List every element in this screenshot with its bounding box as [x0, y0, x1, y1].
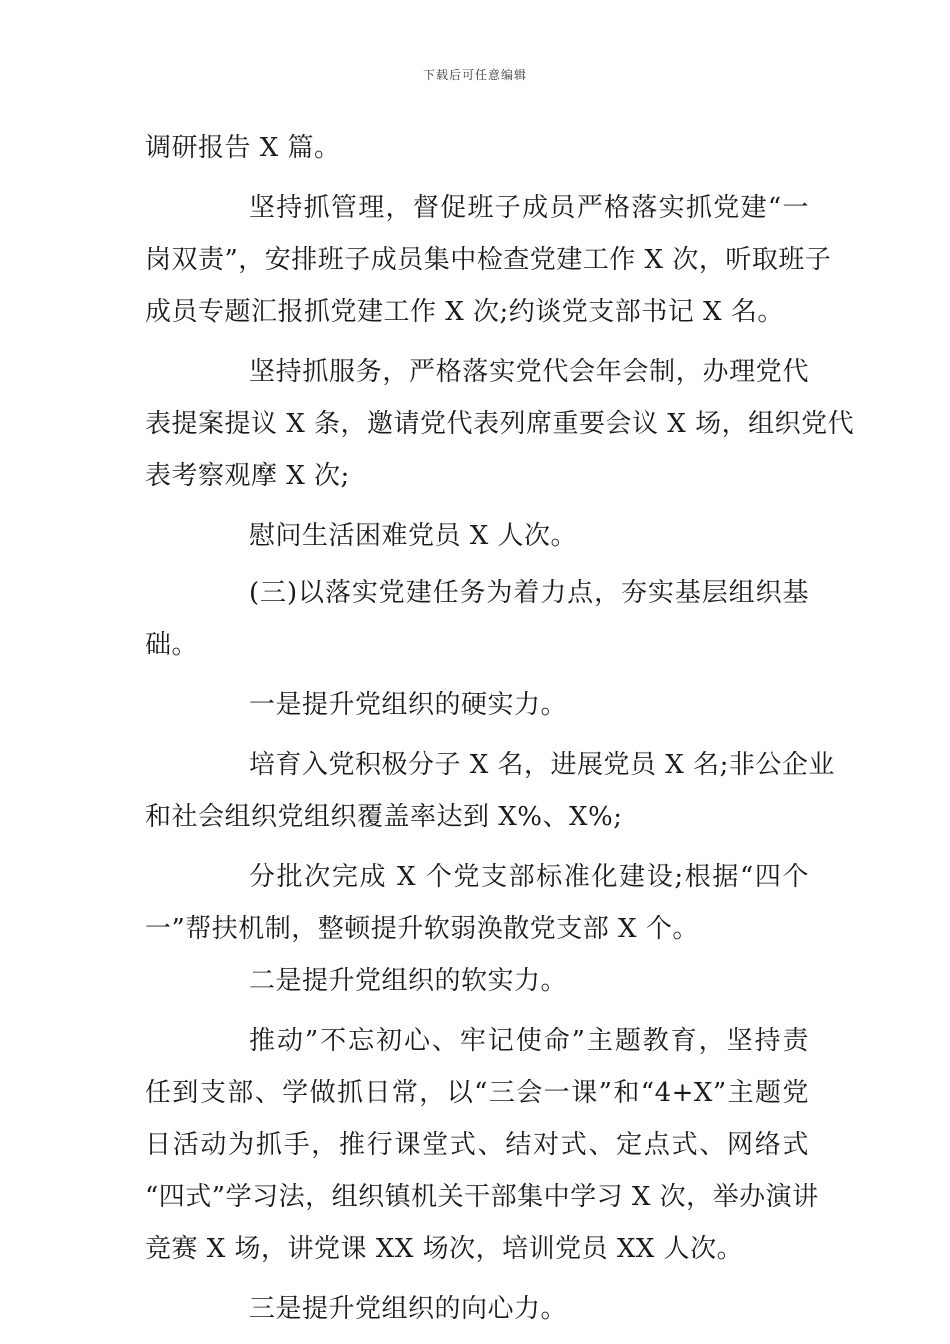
subsection-heading: 一是提升党组织的硬实力。 [249, 690, 568, 720]
paragraph-first-line: 慰问生活困难党员 X 人次。 [249, 521, 578, 551]
text-line: 和社会组织党组织覆盖率达到 X%、X%; [145, 802, 623, 832]
subsection-heading: 三是提升党组织的向心力。 [249, 1294, 568, 1324]
document-body [145, 122, 855, 1335]
text-line: 础。 [145, 630, 199, 660]
text-line: 表提案提议 X 条，邀请党代表列席重要会议 X 场，组织党代 [145, 409, 855, 439]
section-heading: (三)以落实党建任务为着力点，夯实基层组织基 [249, 578, 809, 608]
paragraph-first-line: 推动”不忘初心、牢记使命”主题教育，坚持责 [249, 1026, 809, 1056]
text-line: 调研报告 X 篇。 [145, 133, 341, 163]
text-line: 任到支部、学做抓日常，以“三会一课”和“4+X”主题党 [145, 1078, 809, 1108]
paragraph-first-line: 培育入党积极分子 X 名，进展党员 X 名;非公企业 [249, 750, 835, 780]
paragraph-first-line: 分批次完成 X 个党支部标准化建设;根据“四个 [249, 862, 809, 892]
subsection-heading: 二是提升党组织的软实力。 [249, 966, 568, 996]
text-line: “四式”学习法，组织镇机关干部集中学习 X 次，举办演讲 [145, 1182, 819, 1212]
paragraph-first-line: 坚持抓管理，督促班子成员严格落实抓党建“一 [249, 193, 809, 223]
paragraph-first-line: 坚持抓服务，严格落实党代会年会制，办理党代 [249, 357, 809, 387]
text-line: 竞赛 X 场，讲党课 XX 场次，培训党员 XX 人次。 [145, 1234, 744, 1264]
page-header: 下载后可任意编辑 [422, 68, 527, 82]
text-line: 日活动为抓手，推行课堂式、结对式、定点式、网络式 [145, 1130, 809, 1160]
text-line: 岗双责”，安排班子成员集中检查党建工作 X 次，听取班子 [145, 245, 832, 275]
text-line: 成员专题汇报抓党建工作 X 次;约谈党支部书记 X 名。 [145, 297, 784, 327]
text-line: 表考察观摩 X 次; [145, 461, 350, 491]
text-line: 一”帮扶机制，整顿提升软弱涣散党支部 X 个。 [145, 914, 699, 944]
